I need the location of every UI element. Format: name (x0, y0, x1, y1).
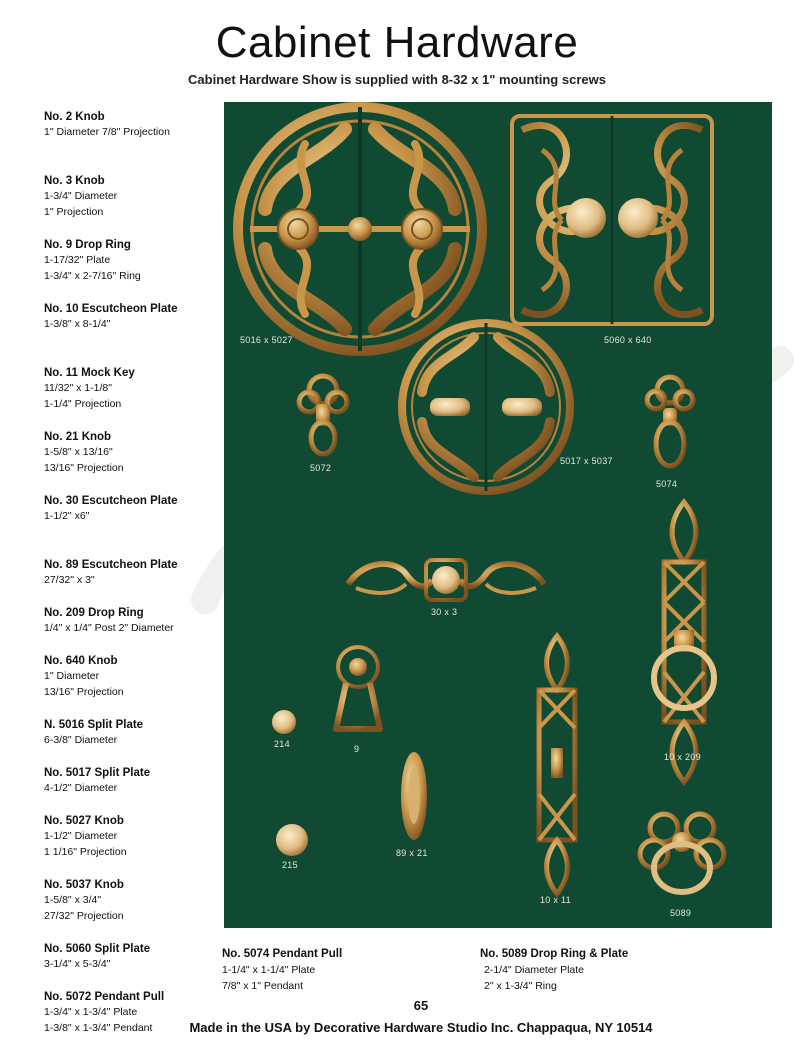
drop-ring-plate-5089 (640, 814, 724, 892)
photo-label: 5074 (656, 479, 678, 489)
spec-item: No. 5072 Pendant Pull 1-3/4" x 1-3/4" Plate 1-3/8" x 1-3/4" Pendant (44, 991, 165, 1034)
hardware-illustration (224, 102, 772, 928)
page-number: 65 (413, 998, 429, 1013)
photo-label: 5060 x 640 (604, 335, 652, 345)
photo-label: 10 x 209 (664, 752, 701, 762)
drop-ring-9 (336, 647, 380, 729)
photo-label: 10 x 11 (540, 895, 571, 905)
page-subtitle: Cabinet Hardware Show is supplied with 8-32 x 1" mounting screws (188, 72, 606, 87)
spec-item-5074: No. 5074 Pendant Pull 1-1/4" x 1-1/4" Plate 7/8" x 1" Pendant (222, 948, 343, 992)
pendant-pull-5074 (647, 377, 693, 466)
spec-item: No. 11 Mock Key 11/32" x 1-1/8" 1-1/4" Projection (44, 367, 135, 410)
photo-label: 215 (282, 860, 298, 870)
spec-item: No. 209 Drop Ring 1/4" x 1/4" Post 2" Diameter (44, 607, 174, 634)
photo-label: 214 (274, 739, 290, 749)
spec-item: N. 5016 Split Plate 6-3/8" Diameter (44, 719, 144, 746)
photo-label: 89 x 21 (396, 848, 428, 858)
spec-item: No. 9 Drop Ring 1-17/32" Plate 1-3/4" x 2-7/16" Ring (44, 239, 141, 282)
photo-label: 30 x 3 (431, 607, 458, 617)
escutcheon-plate-30 (348, 560, 544, 600)
split-plate-5060 (512, 116, 712, 324)
spec-item: No. 5037 Knob 1-5/8" x 3/4" 27/32" Projection (44, 879, 124, 922)
page-footer: Made in the USA by Decorative Hardware Studio Inc. Chappaqua, NY 10514 (189, 1020, 653, 1035)
spec-item: No. 5027 Knob 1-1/2" Diameter 1 1/16" Projection (44, 815, 127, 858)
spec-item: No. 21 Knob 1-5/8" x 13/16" 13/16" Projection (44, 431, 124, 474)
spec-item: No. 5060 Split Plate 3-1/4" x 5-3/4" (44, 943, 151, 970)
spec-item: No. 5017 Split Plate 4-1/2" Diameter (44, 767, 151, 794)
spec-item: No. 3 Knob 1-3/4" Diameter 1" Projection (44, 175, 118, 218)
spec-item: No. 89 Escutcheon Plate 27/32" x 3" (44, 559, 178, 586)
split-plate-5016 (238, 107, 482, 351)
spec-item-5089: No. 5089 Drop Ring & Plate 2-1/4" Diameter Plate 2" x 1-3/4" Ring (480, 948, 629, 992)
escutcheon-plate-10-ring (654, 502, 714, 782)
spec-item: No. 2 Knob 1" Diameter 7/8" Projection (44, 111, 170, 138)
photo-label: 5017 x 5037 (560, 456, 613, 466)
knob-214 (272, 710, 296, 734)
spec-item: No. 30 Escutcheon Plate 1-1/2" x6" (44, 495, 178, 522)
photo-label: 5089 (670, 908, 692, 918)
split-plate-5017 (402, 323, 570, 491)
spec-list (44, 110, 224, 1054)
escutcheon-plate-89 (401, 752, 427, 840)
knob-215 (276, 824, 308, 856)
photo-label: 5072 (310, 463, 332, 473)
photo-label: 9 (354, 744, 360, 754)
escutcheon-plate-10-key (539, 636, 575, 894)
spec-item: No. 10 Escutcheon Plate 1-3/8" x 8-1/4" (44, 303, 178, 330)
pendant-pull-5072 (299, 376, 347, 454)
photo-label: 5016 x 5027 (240, 335, 293, 345)
page-title: Cabinet Hardware (215, 18, 579, 67)
product-photo-panel (224, 102, 772, 928)
spec-item: No. 640 Knob 1" Diameter 13/16" Projection (44, 655, 124, 698)
